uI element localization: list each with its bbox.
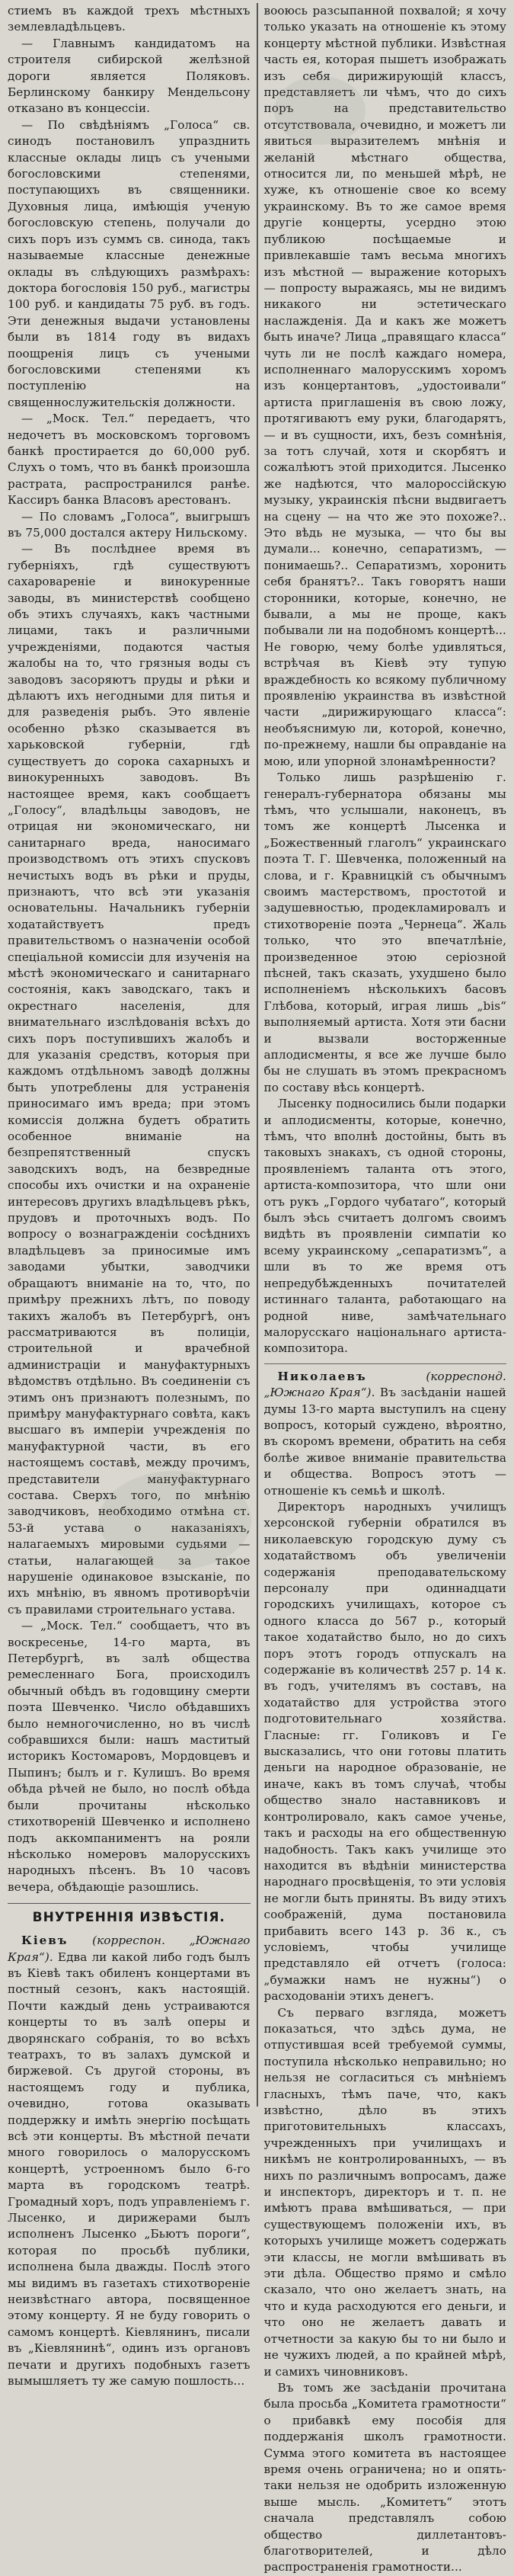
left-paragraph-3: — По свѣдѣніямъ „Голоса“ св. синодъ постановилъ упразднить классные оклады лицъ съ учеными богословскими степенями, поступающихъ въ священники. Духовныя лица, имѣющія ученую богословскую степень, получали до сихъ поръ изъ суммъ св. синода, такъ называемые классные денежные оклады въ слѣдующихъ размѣрахъ: доктора богословія 150 руб., магистры 100 руб. и кандидаты 75 руб. въ годъ. Эти денежныя выдачи установлены были въ 1814 году въ видахъ поощренія лицъ съ учеными богословскими степенями къ поступленію на священнослужительскія должности. <box>8 117 251 409</box>
right-paragraph-5: Директоръ народныхъ училищъ херсонской губерніи обратился въ николаевскую городскую думу съ ходатайствомъ объ увеличеніи содержанія преподавательскому персоналу при одиннадцати городскихъ училищахъ, которое съ одного класса до 567 р., который такое ходатайство было, но до сихъ поръ этотъ городъ отпускалъ на содержаніе въ количествѣ 257 р. 14 к. въ годъ, учителямъ въ составъ, на ходатайство для устройства этого подготовительнаго хозяйства. Гласные: гг. Голиковъ и Ге высказались, что они готовы платить деньги на народное образованіе, не иначе, какъ въ томъ случаѣ, чтобы общество знало наставниковъ и контролировало, какъ самое ученье, такъ и расходы на его общественную надобность. Такъ какъ училище это находится въ вѣдѣніи министерства народнаго просвѣщенія, то эти условія не могли быть приняты. Въ виду этихъ соображеній, дума постановила прибавить всего 143 р. 36 к., съ условіемъ, чтобы училище представляло ей отчетъ (голоса: „бумажки намъ не нужны“) о расходованіи этихъ денегъ. <box>263 1499 506 2004</box>
left-paragraph-7: — „Моск. Тел.“ сообщаетъ, что въ воскресенье, 14-го марта, въ Петербургѣ, въ залѣ общества ремесленнаго Бога, происходилъ обычный обѣдъ въ годовщину смерти поэта Шевченко. Число обѣдавшихъ было немногочисленно, но въ числѣ собравшихся были: нашъ маститый историкъ Костомаровъ, Мордовцевъ и Пыпинъ; былъ и г. Кулишъ. Во время обѣда рѣчей не было, но послѣ обѣда были прочитаны нѣсколько стихотвореній Шевченко и исполнено подъ аккомпаниментъ на рояли нѣсколько номеровъ малорусскихъ народныхъ пѣсенъ. Въ 10 часовъ вечера, обѣдающіе разошлись. <box>8 1619 251 1894</box>
right-paragraph-2: Только лишь разрѣшенію г. генералъ-губернатора обязаны мы тѣмъ, что услышали, наконецъ, въ томъ же концертѣ Лысенка и „Божественный глаголъ“ украинскаго поэта Т. Г. Шевченка, положенный на слова, и г. Кравницкій съ обычнымъ своимъ мастерствомъ, простотой и задушевностью, продекламировалъ и стихотвореніе поэта „Чернеца“. Жаль только, что это впечатлѣніе, произведенное этою серіозной пѣсней, такъ сказать, ухудшено было исполненіемъ нѣсколькихъ басовъ Глѣбова, который, играя лишь „bis“ выполняемый артиста. Хотя эти басни и вызвали восторженные аплодисменты, я все же лучше было бы не слушать въ этомъ прекрасномъ по составу вѣсь концертѣ. <box>263 771 506 1094</box>
dateline-city: Кіевъ <box>21 1934 69 1948</box>
left-paragraph-8-body: Едва ли какой либо годъ былъ въ Кіевѣ такъ обиленъ концертами въ постный сезонъ, какъ настоящій. Почти каждый день устраиваются концерты то въ залѣ оперы и дворянскаго собранія, то во всѣхъ театрахъ, то въ залахъ думской и биржевой. Съ другой стороны, въ настоящемъ году и публика, очевидно, готова оказывать поддержку и имѣть энергію посѣщать всѣ эти концерты. Въ мѣстной печати много говорилось о малорусскомъ концертѣ, устроенномъ было 6-го марта въ городскомъ театрѣ. Громадный хоръ, подъ управленіемъ г. Лысенко, и дирижерами былъ исполненъ Лысенко „Бьютъ пороги“, которая по просьбѣ публики, исполнена была дважды. Послѣ этого мы видимъ въ газетахъ стихотвореніе неизвѣстнаго автора, посвященное этому концерту. Я не буду говорить о самомъ концертѣ. Кіевлянинъ, писали въ „Кіевлянинѣ“, одинъ изъ органовъ печати и другихъ подобныхъ газетъ вымышляетъ ту же самую пошлость... <box>8 1950 251 2389</box>
right-column <box>261 3 510 2574</box>
dateline-city-2: Николаевъ <box>277 1369 367 1383</box>
right-paragraph-6: Съ перваго взгляда, можетъ показаться, что здѣсь дума, не отпустившая всей требуемой суммы, поступила нѣсколько неправильно; но нельзя не согласиться съ мнѣніемъ гласныхъ, тѣмъ паче, что, какъ извѣстно, дѣло въ этихъ приготовительныхъ классахъ, учрежденныхъ при училищахъ и никѣмъ не контролированныхъ, — въ нихъ по различнымъ вопросамъ, даже и инспекторъ, директоръ и т. п. не имѣютъ права вмѣшиваться, — при существующемъ положеніи ихъ, въ которыхъ училище можетъ содержать эти классы, не могли вмѣшивать въ эти дѣла. Общество прямо и смѣло сказало, что оно желаетъ знать, на что и куда расходуются его деньги, и что оно не желаетъ давать и отчетности за какую бы то ни было и не чужихъ людей, а по крайней мѣрѣ, и самихъ чиновниковъ. <box>263 2005 506 2379</box>
left-paragraph-6: — Въ послѣднее время въ губерніяхъ, гдѣ существуютъ сахаровареніе и винокуренные заводы, въ министерствѣ сообщено объ этихъ случаяхъ, какъ частными лицами, такъ и различными учрежденіями, подаются частыя жалобы на то, что грязныя воды съ заводовъ засоряютъ пруды и рѣки и дѣлаютъ ихъ негодными для питья и для разведенія рыбъ. Это явленіе особенно рѣзко сказывается въ харьковской губерніи, гдѣ существуетъ до сорока сахарныхъ и винокуренныхъ заводовъ. Въ настоящее время, какъ сообщаетъ „Голосу“, владѣльцы заводовъ, не отрицая ни экономическаго, ни санитарнаго вреда, наносимаго производствомъ отъ этихъ спусковъ нечистыхъ водъ въ рѣки и пруды, признаютъ, что всѣ эти указанія основательны. Начальникъ губерніи ходатайствуетъ предъ правительствомъ о назначеніи особой спеціальной комиссіи для изученія на мѣстѣ экономическаго и санитарнаго состоянія, какъ заводскаго, такъ и окрестнаго населенія, для внимательнаго изслѣдованія всѣхъ до сихъ поръ поступившихъ жалобъ и для указанія средствъ, которыя при каждомъ отдѣльномъ заводѣ должны быть употреблены для устраненія приносимаго имъ вреда; при этомъ комиссія должна будетъ обратить особенное вниманіе на безпрепятственный спускъ заводскихъ водъ, на безвредные способы ихъ очистки и на охраненіе интересовъ другихъ владѣльцевъ рѣкъ, прудовъ и проточныхъ водъ. По вопросу о вознагражденіи сосѣднихъ владѣльцевъ за приносимые имъ заводами убытки, заводчики обращаютъ вниманіе на то, что, по примѣру прежнихъ лѣтъ, по поводу такихъ жалобъ въ Петербургѣ, онъ рассматриваются въ полиціи, строительной и врачебной администраціи и мануфактурныхъ вѣдомствъ отдѣльно. Въ соединеніи съ этимъ онъ признаютъ полезнымъ, по примѣру мануфактурнаго совѣта, какъ высшаго въ имперіи учрежденія по мануфактурной части, въ его настоящемъ составѣ, между прочимъ, представители мануфактурнаго состава. Сверхъ того, по мнѣнію заводчиковъ, необходимо отмѣна ст. 53-й устава о наказаніяхъ, налагаемыхъ мировыми судьями — статьи, налагающей за такое нарушеніе одинаковое взысканіе, по ихъ мнѣнію, въ явномъ противорѣчіи съ правилами строительнаго устава. <box>8 542 251 1616</box>
left-paragraph-2: — Главнымъ кандидатомъ на строителя сибирской желѣзной дороги является Поляковъ. Берлинскому банкиру Мендельсону отказано въ концессіи. <box>8 36 251 116</box>
dateline-source-2: (корреспонд. „Южнаго Края“). <box>263 1369 506 1400</box>
column-divider <box>257 3 258 2107</box>
left-paragraph-1: стиемъ въ каждой трехъ мѣстныхъ землевладѣльцевъ. <box>8 4 251 34</box>
section-heading: ВНУТРЕННІЯ ИЗВѢСТІЯ. <box>8 1903 251 1925</box>
right-paragraph-4-body: Въ засѣданіи нашей думы 13-го марта выступилъ на сцену вопросъ, который суждено, вѣроятно, въ скоромъ времени, обратить на себя болѣе живое вниманіе правительства и общества. Вопросъ этотъ — отношеніе къ семьѣ и школѣ. <box>263 1386 506 1498</box>
right-paragraph-4 <box>264 1363 507 1499</box>
right-paragraph-3: Лысенку подносились были подарки и аплодисменты, которые, конечно, тѣмъ, что вполнѣ достойны, быть въ таковыхъ знакахъ, съ одной стороны, проявленіемъ таланта отъ этого, артиста-композитора, что шли они отъ рукъ „Гордого чубатаго“, который былъ эѣсь считаетъ долгомъ своимъ видѣть въ проявленіи симпатіи ко всему украинскому „сепаратизмъ“, а шли въ то же время отъ непредубѣжденныхъ почитателей истиннаго таланта, работающаго на родной ниве, замѣчательнаго малорусскаго національнаго артиста-композитора. <box>263 1097 506 1356</box>
columns <box>5 3 509 2574</box>
left-paragraph-4: — „Моск. Тел.“ передаетъ, что недочетъ въ московскомъ торговомъ банкѣ простирается до 60,000 руб. Слухъ о томъ, что въ банкѣ произошла растрата, распространился ранѣе. Кассиръ банка Власовъ арестованъ. <box>8 412 251 508</box>
right-paragraph-1: вооюсь разсыпанной похвалой; я хочу только указать на отношеніе къ этому концерту мѣстной публики. Извѣстная часть ея, которая пышетъ изображать изъ себя дирижирующій классъ, представляетъ ли чѣмъ, что до сихъ поръ на представительство отсутствовала, очевидно, и можетъ ли явиться выразителемъ мнѣнія и желаній мѣстнаго общества, относится ли, по меньшей мѣрѣ, не хуже, къ отношеніе свое ко всему украинскому. Въ то же самое время другіе концерты, усердно этою публикою посѣщаемые и привлекавшіе тамъ весьма многихъ изъ мѣстной — выражение которыхъ — попросту выражаясь, мы не видимъ никакого ни эстетическаго наслажденія. Да и какъ же можетъ быть иначе? Лица „правящаго класса“ чуть ли не послѣ каждаго номера, исполненнаго малорусскимъ хоромъ изъ концертантовъ, „удостоивали“ артиста приглашенія въ свою ложу, протягиваютъ ему руки, благодарятъ, — и въ сущности, ихъ, безъ сомнѣнія, за тотъ случай, хотя и скорбятъ и сожалѣютъ этой приходится. Лысенко же надѣются, что малороссійскую музыку, украинскія пѣсни выдвигаетъ на сцену — на что же это похоже?.. Это вѣдь не музыка, — что бы вы думали... конечно, сепаратизмъ, — понимаешь?.. Сепаратизмъ, хоронить себя бранятъ?.. Такъ говорятъ наши сторонники, которые, конечно, не бывали, а мы не проще, какъ побывали ли на подобномъ концертѣ... Не говорю, чему болѣе удивляться, встрѣчая въ Кіевѣ эту тупую враждебность ко всякому публичному проявленію украинства въ извѣстной части „дирижирующаго класса“: необъяснимую ли, которой, конечно, по-прежнему, нашли бы оправданіе на мою, или упорной злонамѣренности? <box>263 4 506 768</box>
left-paragraph-5: — По словамъ „Голоса“, выигрышъ въ 75,000 достался актеру Нильскому. <box>8 509 251 540</box>
left-column <box>5 3 254 2389</box>
left-paragraph-8 <box>8 1933 251 2389</box>
dateline-source: (корреспон. „Южнаго Края“). <box>8 1934 251 1964</box>
right-paragraph-7: Въ томъ же засѣданіи прочитана была просьба „Комитета грамотности“ о прибавкѣ ему пособія для поддержанія школъ грамотности. Сумма этого комитета въ настоящее время очень ограничена; но и опять-таки нельзя не одобрить изложенную выше мысль. „Комитетъ“ этотъ сначала представлялъ собою общество диллетантовъ-благотворителей, и дѣло распространенія грамотности... <box>263 2380 506 2574</box>
